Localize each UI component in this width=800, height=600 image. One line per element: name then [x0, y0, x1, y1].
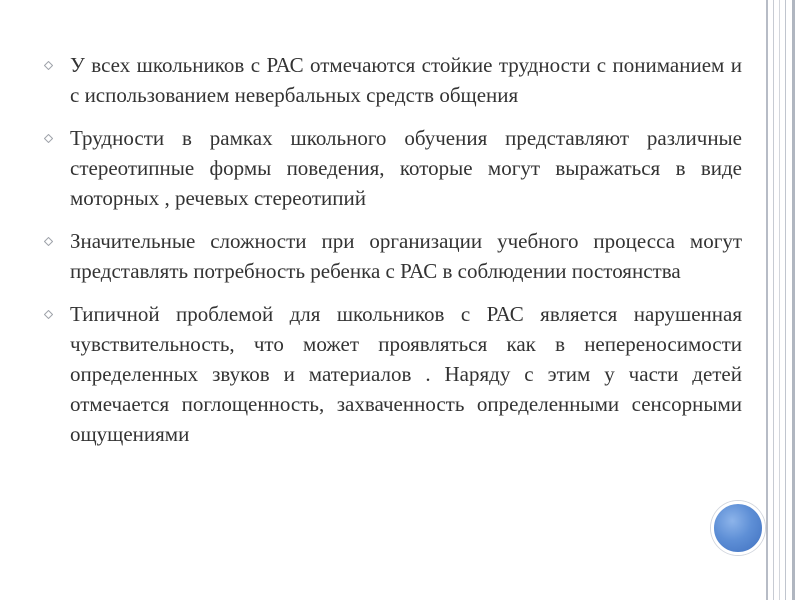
- bullet-text: Трудности в рамках школьного обучения представляют различные стереотипные формы поведения, которые могут выражаться в виде моторных , речевых стереотипий: [70, 126, 742, 210]
- bullet-text: Типичной проблемой для школьников с РАС является нарушенная чувствительность, что может проявляться как в непереносимости определенных звуков и материалов . Наряду с этим у части детей отмечается поглощенность, захваченность определенными сенсорными ощущениями: [70, 302, 742, 446]
- bullet-text: Значительные сложности при организации учебного процесса могут представлять потребность ребенка с РАС в соблюдении постоянства: [70, 229, 742, 283]
- list-item: [44, 50, 742, 110]
- list-item: [44, 226, 742, 286]
- decorative-circle: [711, 501, 765, 555]
- list-item: [44, 299, 742, 449]
- slide-border-line: [792, 0, 795, 600]
- slide-border-line: [785, 0, 786, 600]
- diamond-outline-icon: [44, 310, 53, 319]
- slide-border-line: [766, 0, 768, 600]
- diamond-outline-icon: [44, 134, 53, 143]
- list-item: [44, 123, 742, 213]
- slide-border-line: [779, 0, 780, 600]
- diamond-outline-icon: [44, 237, 53, 246]
- bullet-text: У всех школьников с РАС отмечаются стойкие трудности с пониманием и с использованием невербальных средств общения: [70, 53, 742, 107]
- slide-border-line: [773, 0, 774, 600]
- bullet-list: [44, 50, 742, 462]
- diamond-outline-icon: [44, 61, 53, 70]
